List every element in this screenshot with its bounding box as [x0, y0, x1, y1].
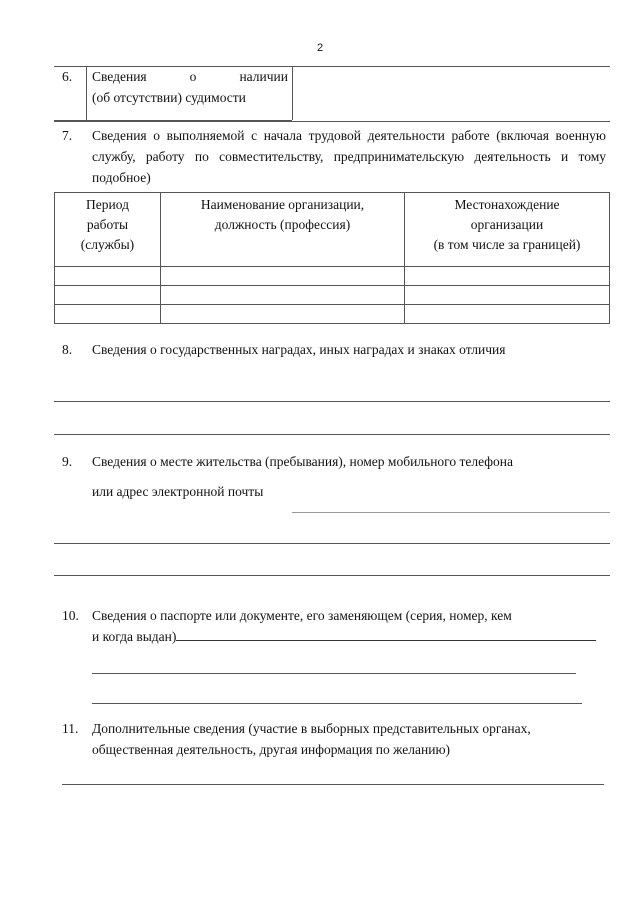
- section-9-answer-line[interactable]: [54, 543, 610, 544]
- section-6-label-line2: (об отсутствии) судимости: [92, 90, 246, 105]
- section-10-line1: Сведения о паспорте или документе, его заменяющем (серия, номер, кем: [92, 608, 512, 623]
- section-10-number: 10.: [62, 608, 79, 623]
- table-header-location: Местонахождение организации (в том числе за границей): [433, 197, 581, 252]
- section-7-text: Сведения о выполняемой с начала трудовой деятельности работе (включая военную службу, работу по совместительству, предпринимательскую деятельность и тому подобное): [92, 128, 606, 185]
- section-8-answer-line[interactable]: [54, 401, 610, 402]
- section-8-number: 8.: [62, 342, 73, 357]
- section-10-answer-line[interactable]: [92, 703, 582, 704]
- section-10-line2: [92, 626, 596, 647]
- section-7-top-border: [54, 121, 610, 122]
- section-6-answer-field[interactable]: [296, 68, 606, 118]
- section-7-number: 7.: [62, 128, 73, 143]
- table-header-period: Период работы (службы): [80, 197, 135, 252]
- table-row[interactable]: [56, 286, 608, 303]
- section-6-number: 6.: [62, 69, 73, 84]
- passport-issued-field[interactable]: [176, 626, 596, 641]
- section-6-word: Сведения: [92, 69, 147, 84]
- section-11-answer-line[interactable]: [62, 784, 604, 785]
- section-6-label-line1: [92, 66, 288, 87]
- section-9-answer-line[interactable]: [54, 575, 610, 576]
- table-6-divider: [292, 66, 293, 120]
- section-8-answer-line[interactable]: [54, 434, 610, 435]
- table-row[interactable]: [56, 305, 608, 322]
- section-9-contact-line[interactable]: [292, 512, 610, 513]
- table-6-divider: [86, 66, 87, 120]
- section-9-line1: Сведения о месте жительства (пребывания), номер мобильного телефона: [92, 454, 514, 469]
- section-6-word: о: [189, 69, 197, 84]
- section-10-answer-line[interactable]: [92, 673, 576, 674]
- section-11-line2: общественная деятельность, другая информация по желанию): [92, 742, 451, 757]
- section-9-number: 9.: [62, 454, 73, 469]
- page-number: 2: [316, 42, 324, 54]
- table-header-organization: Наименование организации, должность (профессия): [200, 197, 365, 232]
- section-11-number: 11.: [62, 721, 79, 736]
- section-6-word: наличии: [239, 69, 288, 84]
- section-9-line2: или адрес электронной почты: [92, 484, 264, 499]
- section-11-line1: Дополнительные сведения (участие в выборных представительных органах,: [92, 721, 531, 736]
- table-row[interactable]: [56, 267, 608, 284]
- section-10-line2-text: и когда выдан): [92, 629, 177, 644]
- section-8-text: Сведения о государственных наградах, иных наградах и знаках отличия: [92, 342, 506, 357]
